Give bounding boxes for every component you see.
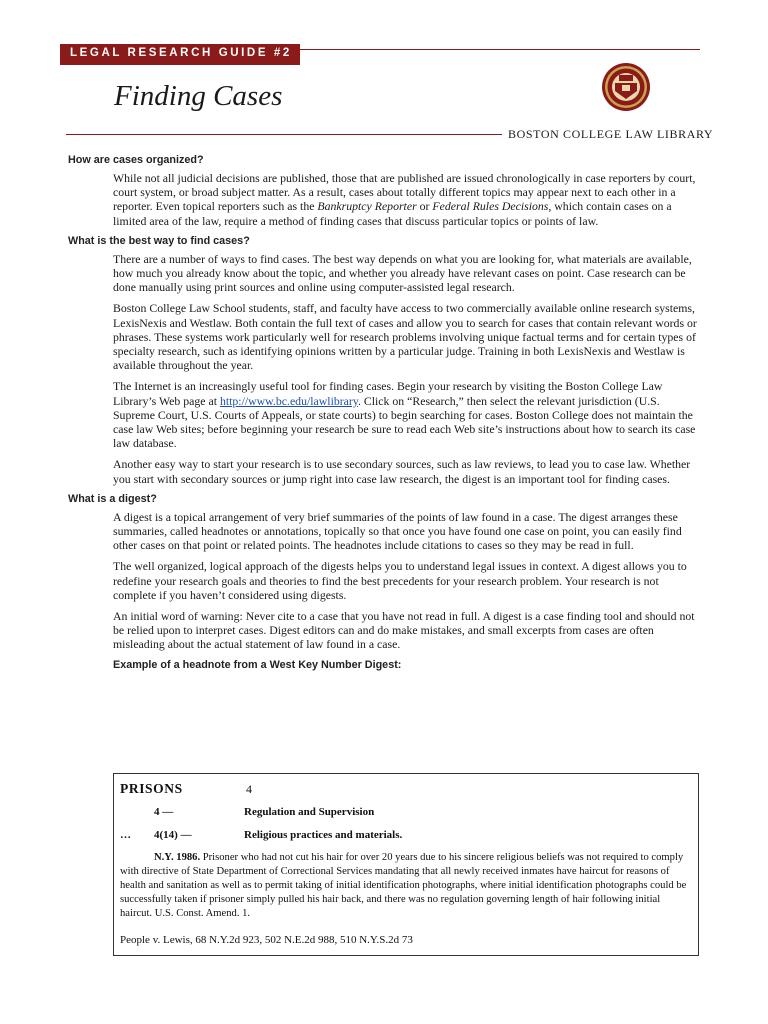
boston-college-seal-icon	[601, 62, 651, 112]
key-number: 4(14) —	[154, 829, 192, 841]
paragraph: An initial word of warning: Never cite to a case that you have not read in full. A digest is a case finding tool and should not be relied upon to interpret cases. Digest editors can and do make mistakes, and small excerpts from cases are often misleading about the actual statement of law found in a case.	[113, 609, 695, 652]
paragraph: Boston College Law School students, staff, and faculty have access to two commercially available online research systems, LexisNexis and Westlaw. Both contain the full text of cases and allow you to search for cases that contain relevant words or phrases. These systems work particularly well for research problems involving unique factual terms and for certain types of specialty research, such as identifying opinions written by a particular judge. Training in both LexisNexis and Westlaw is available throughout the year.	[113, 301, 697, 373]
section-best-way	[0, 235, 768, 486]
law-library-link[interactable]: http://www.bc.edu/lawlibrary	[219, 393, 358, 408]
guide-banner	[60, 44, 300, 65]
paragraph: Another easy way to start your research is to use secondary sources, such as law reviews, to lead you to case law. Whether you start with secondary sources or jump right into case law research, the digest is an important tool for finding cases.	[113, 457, 691, 486]
text-run: While not all judicial decisions are published, those that are published are issued chronologically in case reporters by court, court system, or broad subject matter. As a result, cases about totally different topics may appear next to each other in a reporter. Even topical reporters such as the	[113, 171, 696, 214]
section-organization	[0, 154, 768, 228]
headnote-example-box	[113, 773, 699, 956]
headnote-text	[120, 851, 694, 921]
text-run: or	[416, 199, 433, 214]
section-digest	[0, 493, 768, 652]
reporter-title: Federal Rules Decisions	[432, 199, 549, 214]
banner-text: LEGAL RESEARCH GUIDE #2	[70, 47, 292, 59]
reporter-title: Bankruptcy Reporter	[317, 199, 417, 214]
key-ellipsis: …	[120, 829, 131, 841]
paragraph: The well organized, logical approach of the digests helps you to understand legal issues in context. A digest allows you to redefine your research goals and theories to find the best precedents for your research problem. Your research is not complete if you haven’t considered using digests.	[113, 559, 687, 602]
key-number: 4 —	[154, 806, 174, 818]
digest-topic-number: 4	[246, 782, 252, 796]
page-title: Finding Cases	[114, 80, 283, 112]
example-label: Example of a headnote from a West Key Number Digest:	[113, 658, 402, 671]
paragraph	[113, 379, 698, 450]
paragraph: A digest is a topical arrangement of very brief summaries of the points of law found in a case. The digest arranges these summaries, called headnotes or annotations, topically so that once you have found one case on point, you can easily find other cases on that point or related points. The headnotes include citations to cases so they may be read in full.	[113, 509, 682, 553]
library-name: BOSTON COLLEGE LAW LIBRARY	[508, 127, 714, 141]
text-run: The Internet is an increasingly useful tool for finding cases. Begin your research by visiting the Boston College Law Library’s Web page at	[113, 379, 663, 408]
paragraph	[113, 171, 698, 228]
document-body	[0, 154, 768, 675]
section-heading: How are cases organized?	[68, 154, 204, 166]
digest-topic: PRISONS	[120, 781, 183, 796]
headnote-jurisdiction: N.Y. 1986.	[154, 852, 201, 863]
paragraph: There are a number of ways to find cases. The best way depends on what you are looking for, what materials are available, how much you already know about the topic, and whether you already have relevant cases on point. Case research can be done manually using print sources and online using computer-assisted legal research.	[113, 251, 692, 295]
case-citation: People v. Lewis, 68 N.Y.2d 923, 502 N.E.2d 988, 510 N.Y.S.2d 73	[120, 934, 413, 946]
text-run: . Click on “Research,” then select the relevant jurisdiction (U.S. Supreme Court, U.S. Courts of Appeals, or state courts) to begin searching for cases. Boston College does not maintain the case law Web sites; before beginning your research be sure to read each Web site’s instructions about how to search its case law database.	[113, 393, 696, 451]
text-run: , which contain cases on a limited area of the law, require a method of finding cases that discuss particular topics or points of law.	[113, 199, 672, 228]
section-heading: What is a digest?	[68, 492, 157, 505]
key-title: Regulation and Supervision	[244, 806, 375, 818]
headnote-body: Prisoner who had not cut his hair for over 20 years due to his sincere religious beliefs was not required to comply with directive of State Department of Correctional Services mandating that all newly received inmates have haircut for reasons of health and sanitation as well as to permit taking of initial identification photographs, where initial identification photographs could be successfully taken if prisoner simply pulled his hair back, and there was no regulation governing length of hair following initial haircut. U.S. Const. Amend. 1.	[120, 852, 687, 919]
title-rule	[66, 134, 502, 135]
section-heading: What is the best way to find cases?	[68, 234, 250, 247]
key-title: Religious practices and materials.	[244, 829, 403, 841]
